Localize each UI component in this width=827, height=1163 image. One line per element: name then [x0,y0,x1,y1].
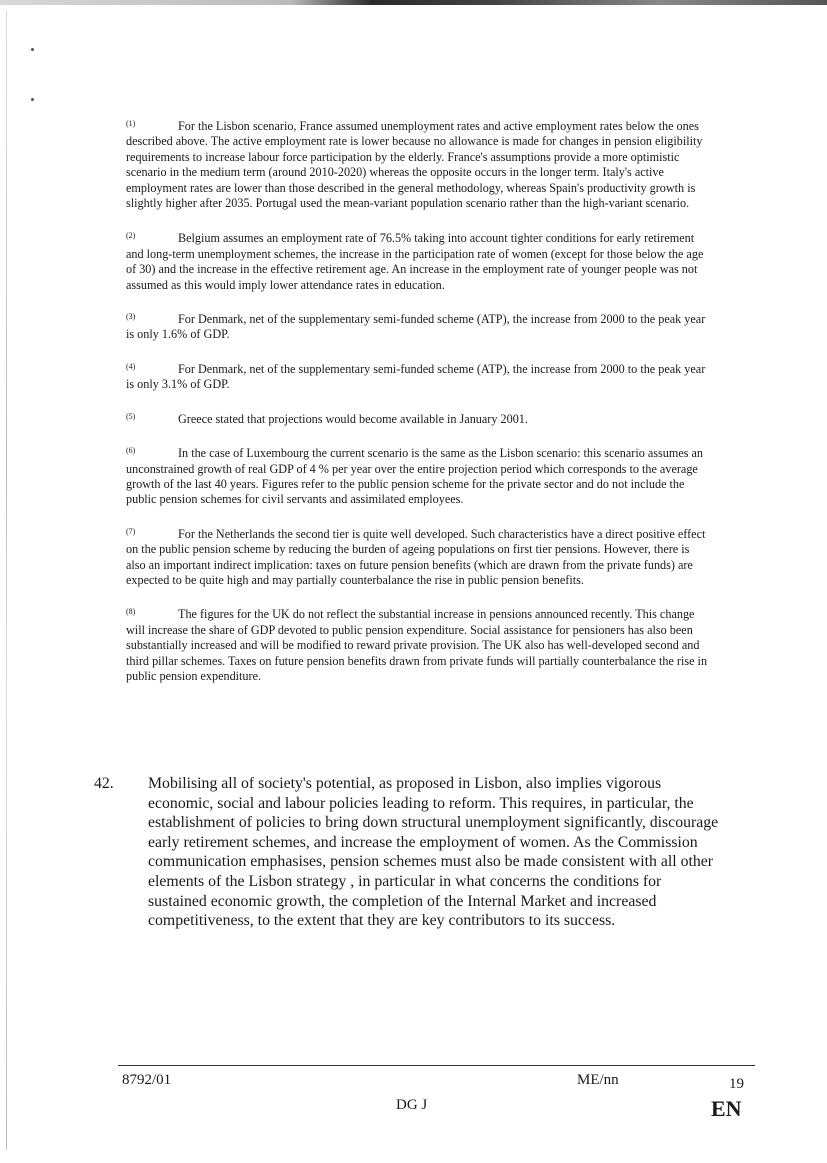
footnote-5 [126,409,708,427]
footnote-text: For the Lisbon scenario, France assumed unemployment rates and active employment rates below the ones described above. The active employment rate is lower because no allowance is made for changes in pension eligibility requirements to increase labour force participation by the elderly. France's assumptions provide a more optimistic scenario in the medium term (around 2010-2020) whereas the opposite occurs in the longer term. Italy's active employment rates are lower than those described in the general methodology, whereas Spain's productivity growth is slightly higher after 2035. Portugal used the mean-variant population scenario rather than the high-variant scenario. [126,119,703,211]
footnote-2 [126,228,708,293]
footer-reference: ME/nn [577,1072,619,1088]
footnotes-list [126,116,708,700]
footnote-1 [126,116,708,211]
footnote-marker: (1) [126,119,136,128]
footer-page-number: 19 [729,1076,744,1092]
footnote-marker: (8) [126,607,136,617]
footnote-4 [126,359,708,393]
footer-document-number: 8792/01 [122,1072,172,1088]
footnote-text: For Denmark, net of the supplementary semi-funded scheme (ATP), the increase from 2000 to the peak year is only 3.1% of GDP. [126,361,706,392]
footnote-marker: (2) [126,231,136,241]
footnote-6 [126,443,708,508]
paragraph-number: 42. [94,775,114,792]
footnote-7 [126,524,708,589]
footnote-text: Belgium assumes an employment rate of 76.5% taking into account tighter conditions for early retirement and long-term unemployment schemes, the increase in the participation rate of women (except for those below the age of 30) and the increase in the effective retirement age. An increase in the employment rate of younger people was not assumed as this would imply lower attendance rates in education. [126,231,704,292]
footnote-8 [126,604,708,684]
footnote-marker: (6) [126,446,136,456]
footnote-text: The figures for the UK do not reflect the substantial increase in pensions announced recently. This change will increase the share of GDP devoted to public pension expenditure. Social assistance for pensioners has also been substantially increased and will be modified to reward private provision. The UK also has well-developed second and third pillar schemes. Taxes on future pension benefits drawn from private funds will partially counterbalance the rise in public pension expenditure. [126,607,708,683]
footnote-marker: (5) [126,411,136,421]
footnote-marker: (3) [126,312,136,322]
footer-directorate: DG J [396,1097,428,1113]
footnote-marker: (4) [126,361,136,371]
footnote-marker: (7) [126,526,136,536]
scan-speck [31,48,34,51]
footnote-text: For the Netherlands the second tier is quite well developed. Such characteristics have a direct positive effect on the public pension scheme by reducing the burden of ageing populations on first tier pensions. However, there is also an important indirect implication: taxes on future pension benefits (which are drawn from the private funds) are expected to be quite high and may partially counterbalance the rise in public pension benefits. [126,526,706,587]
paragraph-42 [94,774,721,931]
footer-divider [118,1065,755,1066]
footnote-text: Greece stated that projections would become available in January 2001. [178,411,528,426]
footer-language-code: EN [711,1096,742,1121]
scan-left-edge [6,10,7,1150]
footnote-text: For Denmark, net of the supplementary semi-funded scheme (ATP), the increase from 2000 to the peak year is only 1.6% of GDP. [126,312,706,342]
paragraph-text: Mobilising all of society's potential, as proposed in Lisbon, also implies vigorous economic, social and labour policies leading to reform. This requires, in particular, the establishment of policies to bring down structural unemployment significantly, discourage early retirement schemes, and increase the employment of women. As the Commission communication emphasises, pension schemes must also be made consistent with all other elements of the Lisbon strategy , in particular in what concerns the conditions for sustained economic growth, the completion of the Internal Market and increased competitiveness, to the extent that they are key contributors to its success. [148,775,719,930]
scan-top-edge [0,0,827,5]
footnote-3 [126,309,708,343]
scan-speck [31,98,34,101]
footnote-text: In the case of Luxembourg the current scenario is the same as the Lisbon scenario: this scenario assumes an unconstrained growth of real GDP of 4 % per year over the entire projection period which corresponds to the average growth of the last 40 years. Figures refer to the public pension scheme for the private sector and do not include the public pension schemes for civil servants and assimilated employees. [126,446,704,507]
